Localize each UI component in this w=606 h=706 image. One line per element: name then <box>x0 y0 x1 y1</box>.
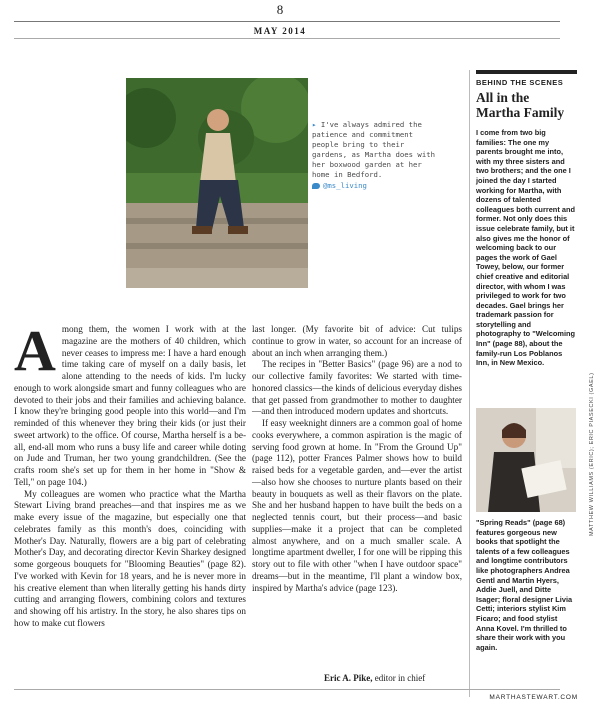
sidebar-title: All in the Martha Family <box>476 90 565 120</box>
header-rule-lower <box>14 38 560 39</box>
photo-caption <box>312 120 440 191</box>
header-rule <box>14 21 560 22</box>
sidebar-rule <box>476 70 577 74</box>
sidebar-body: I come from two big families: The one my parents brought me into, with my three sisters and two brothers; and the one I joined the day I started working for Martha, with dozens of talented colleagues both current and former. Not only does this issue celebrate family, but it also gives me the honor of welcoming back to our pages the work of Gael Towey, below, our former chief creative and editorial director, with whom I was privileged to work for two decades. Gael brings her trademark passion for storytelling and photography to "Welcoming Inn" (page 88), about the family-run Los Poblanos Inn, in New Mexico. <box>476 128 576 368</box>
sidebar <box>469 70 577 697</box>
drop-cap: A <box>14 318 56 383</box>
article-paragraph: If easy weeknight dinners are a common goal of home cooks everywhere, a common aspiration is the magic of serving food grown at home. In "From the Ground Up" (page 112), potter Frances Palmer shows how to build raised beds for a vegetable garden, and—ever the artist—also how she chooses to nurture plants based on their beauty in bouquets as well as their flavors on the plate. She and her husband happen to have built the beds on a neglected tennis court, but their process—and basic supplies—make it a project that can be completed almost anywhere, and on a much smaller scale. A longtime apartment dweller, I for one will be ripping this story out to file with other "when I have outdoor space" dreams—but in the meantime, I'll plant a window box, inspired by Martha's advice (page 123). <box>252 418 462 593</box>
twitter-handle-text: @ms_living <box>323 181 367 190</box>
signoff-title: editor in chief <box>374 673 426 683</box>
caption-bullet-icon: ▸ <box>312 120 317 129</box>
editor-portrait-photo <box>126 78 308 288</box>
sidebar-kicker: BEHIND THE SCENES <box>476 78 564 87</box>
page-number: 8 <box>276 2 284 17</box>
article-paragraph: mong them, the women I work with at the magazine are the mothers of 40 children, which never ceases to impress me: I have a hard enough time taking care of myself on a daily basis, let alone attending to the needs of kids. I'm lucky enough to work alongside smart and funny colleagues who are devoted to their jobs and their families and achieving balance. I know they're bringing good people into this world—and I'm reminded of this whenever they bring their kids (or just their sweet artwork) to the office. Of course, Martha herself is a be-all, end-all mom who runs a busy life and career while doting on Jude and Truman, her two young grandchildren. (See the crafts room she's set up for them in her home in "Show & Tell," on page 104.) <box>14 324 246 487</box>
sidebar-body-continued: "Spring Reads" (page 68) features gorgeous new books that spotlight the talents of a few colleagues and longtime contributors like photographers Andrea Gentl and Martin Hyers, Addie Juell, and Ditte Isager; floral designer Livia Cetti; interiors stylist Kim Ficaro; and food stylist Anna Kovel. I'm thrilled to share their work with you again. <box>476 518 573 652</box>
photo-credit: MATTHEW WILLIAMS (ERIC); ERIC PIASECKI (GAEL) <box>589 372 595 536</box>
signoff <box>324 673 425 683</box>
portrait-illustration <box>476 408 576 512</box>
gael-towey-photo <box>476 408 576 512</box>
footer-url[interactable]: MARTHASTEWART.COM <box>489 694 578 701</box>
article-paragraph: The recipes in "Better Basics" (page 96) are a nod to our collective family favorites: We started with time-honored classics—the kinds of delicious everyday dishes that get passed from grandmother to mother to daughter—and then introduced modern updates and shortcuts. <box>252 359 462 417</box>
signoff-name: Eric A. Pike, <box>324 673 373 683</box>
twitter-bird-icon <box>312 183 320 189</box>
article-paragraph: My colleagues are women who practice what the Martha Stewart Living brand preaches—and that inspires me as we make every issue of the magazine, but especially one that celebrates family as this month's does, coinciding with Mother's Day. Naturally, flowers are a big part of celebrating Mother's Day, and decorating director Kevin Sharkey designed some gorgeous bouquets for "Blooming Beauties" (page 82). I've worked with Kevin for 18 years, and he is never more in his creative element than when literally getting his hands dirty cutting and arranging flowers, combining colors and textures and showing off his artistry. In the story, he also shares tips on how to make cut flowers <box>14 488 246 628</box>
article-column-2 <box>252 324 462 594</box>
twitter-handle[interactable] <box>312 181 440 191</box>
garden-scene-illustration <box>126 78 308 288</box>
article-paragraph: last longer. (My favorite bit of advice: Cut tulips continue to grow in water, so account for an increase of about an inch when arranging them.) <box>252 324 462 358</box>
footer-rule <box>14 689 560 690</box>
article-column-1 <box>14 318 246 630</box>
issue-date: MAY 2014 <box>253 26 307 36</box>
caption-text: I've always admired the patience and commitment people bring to their gardens, as Martha does with her boxwood garden at her home in Bedford. <box>312 120 436 179</box>
